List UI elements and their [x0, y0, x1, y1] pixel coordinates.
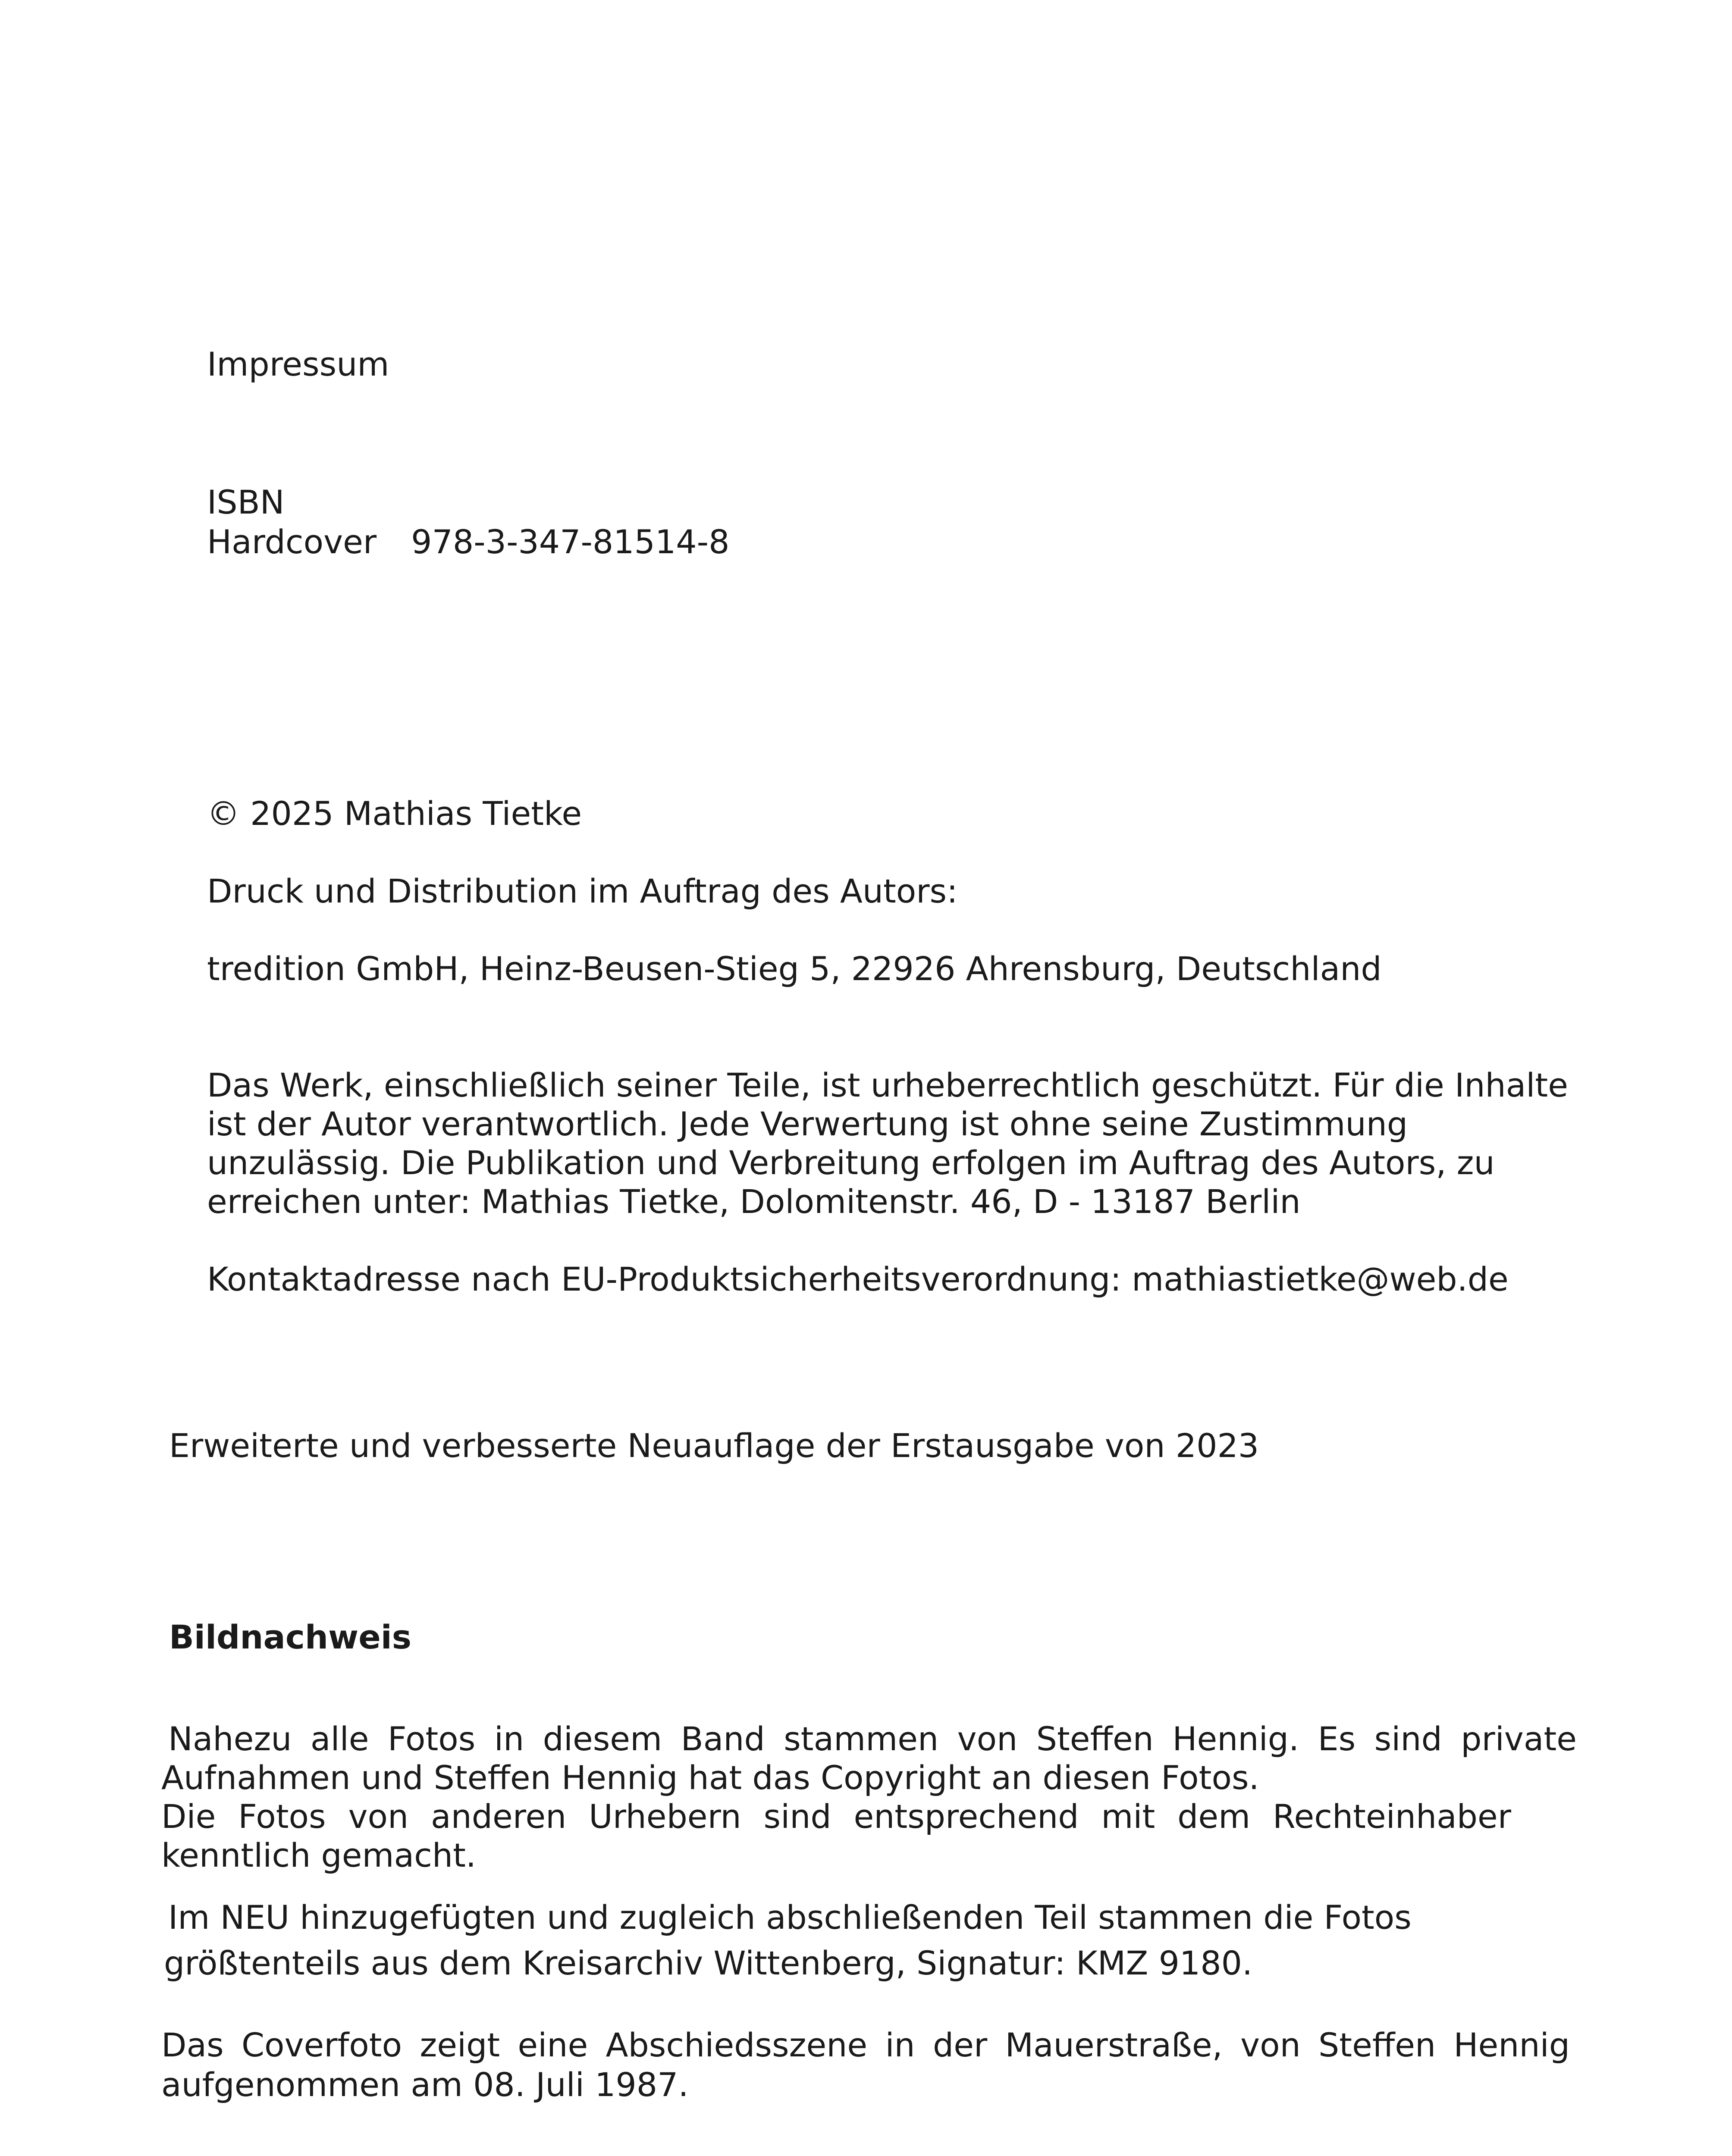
- impressum-heading: Impressum: [207, 345, 389, 383]
- bildnachweis-para3-line: aufgenommen am 08. Juli 1987.: [161, 2065, 689, 2104]
- bildnachweis-para1-line: Nahezu alle Fotos in diesem Band stammen von Steffen Hennig. Es sind private: [168, 1720, 1577, 1758]
- bildnachweis-para2-line: Im NEU hinzugefügten und zugleich abschließenden Teil stammen die Fotos: [168, 1898, 1412, 1937]
- rights-line: unzulässig. Die Publikation und Verbreitung erfolgen im Auftrag des Autors, zu: [207, 1144, 1495, 1182]
- bildnachweis-para1-line: Aufnahmen und Steffen Hennig hat das Copyright an diesen Fotos.: [161, 1758, 1259, 1797]
- rights-line: ist der Autor verantwortlich. Jede Verwertung ist ohne seine Zustimmung: [207, 1105, 1408, 1143]
- distribution-label: Druck und Distribution im Auftrag des Autors:: [207, 872, 958, 910]
- bildnachweis-para1-line: kenntlich gemacht.: [161, 1836, 477, 1874]
- copyright-notice: © 2025 Mathias Tietke: [207, 794, 582, 833]
- contact-address: Kontaktadresse nach EU-Produktsicherheitsverordnung: mathiastietke@web.de: [207, 1260, 1509, 1298]
- hardcover-line: [207, 523, 729, 561]
- rights-line: Das Werk, einschließlich seiner Teile, ist urheberrechtlich geschützt. Für die Inhalte: [207, 1066, 1568, 1104]
- bildnachweis-para1-line: Die Fotos von anderen Urhebern sind entsprechend mit dem Rechteinhaber: [161, 1797, 1511, 1836]
- hardcover-label: Hardcover: [207, 523, 377, 561]
- rights-line: erreichen unter: Mathias Tietke, Dolomitenstr. 46, D - 13187 Berlin: [207, 1182, 1301, 1221]
- bildnachweis-para3-line: Das Coverfoto zeigt eine Abschiedsszene in der Mauerstraße, von Steffen Hennig: [161, 2026, 1570, 2064]
- edition-note: Erweiterte und verbesserte Neuauflage der Erstausgabe von 2023: [169, 1426, 1259, 1465]
- publisher-address: tredition GmbH, Heinz-Beusen-Stieg 5, 22926 Ahrensburg, Deutschland: [207, 950, 1382, 988]
- hardcover-isbn: 978-3-347-81514-8: [411, 523, 730, 561]
- isbn-label: ISBN: [207, 483, 285, 521]
- bildnachweis-heading: Bildnachweis: [169, 1618, 412, 1656]
- bildnachweis-para2-line: größtenteils aus dem Kreisarchiv Wittenberg, Signatur: KMZ 9180.: [164, 1944, 1253, 1982]
